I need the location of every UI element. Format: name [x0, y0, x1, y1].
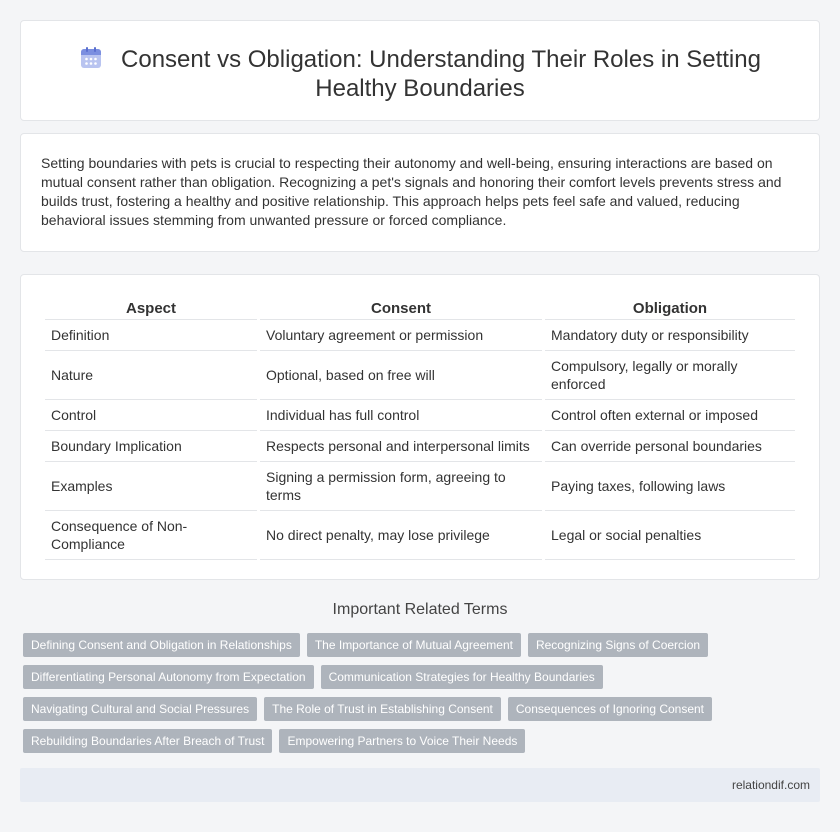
- tag-row: [23, 729, 823, 753]
- related-term-tag[interactable]: Consequences of Ignoring Consent: [508, 697, 712, 721]
- related-term-tag[interactable]: Recognizing Signs of Coercion: [528, 633, 708, 657]
- related-term-tag[interactable]: Differentiating Personal Autonomy from Expectation: [23, 665, 314, 689]
- comparison-table-card: [20, 274, 820, 580]
- table-cell-obligation: Can override personal boundaries: [545, 431, 795, 462]
- table-row: [45, 320, 795, 351]
- table-cell-obligation: Compulsory, legally or morally enforced: [545, 351, 795, 400]
- table-header-row: [45, 296, 795, 320]
- table-row: [45, 400, 795, 431]
- tag-row: [23, 665, 823, 689]
- table-row: [45, 431, 795, 462]
- page-title-wrap: [51, 45, 789, 103]
- table-cell-consent: Signing a permission form, agreeing to terms: [260, 462, 542, 511]
- table-cell-consent: Voluntary agreement or permission: [260, 320, 542, 351]
- related-terms-title: Important Related Terms: [332, 601, 508, 618]
- table-cell-obligation: Mandatory duty or responsibility: [545, 320, 795, 351]
- header-card: [20, 20, 820, 121]
- intro-paragraph: Setting boundaries with pets is crucial to respecting their autonomy and well-being, ensuring interactions are based on mutual consent rather than obligation. Recognizing a pet's signals and honoring their comfort levels prevents stress and builds trust, fostering a healthy and positive relationship. This approach helps pets feel safe and valued, reducing behavioral issues stemming from unwanted pressure or forced compliance.: [41, 155, 782, 228]
- table-cell-aspect: Consequence of Non-Compliance: [45, 511, 257, 560]
- footer: [20, 768, 820, 802]
- related-term-tag[interactable]: Communication Strategies for Healthy Boundaries: [321, 665, 603, 689]
- table-cell-consent: No direct penalty, may lose privilege: [260, 511, 542, 560]
- table-cell-obligation: Control often external or imposed: [545, 400, 795, 431]
- comparison-table: [42, 296, 798, 560]
- table-cell-aspect: Nature: [45, 351, 257, 400]
- table-cell-consent: Optional, based on free will: [260, 351, 542, 400]
- table-row: [45, 511, 795, 560]
- intro-card: [20, 133, 820, 252]
- table-cell-aspect: Boundary Implication: [45, 431, 257, 462]
- table-row: [45, 462, 795, 511]
- calendar-icon: [79, 46, 103, 70]
- related-term-tag[interactable]: Navigating Cultural and Social Pressures: [23, 697, 257, 721]
- related-term-tag[interactable]: Defining Consent and Obligation in Relationships: [23, 633, 300, 657]
- table-cell-obligation: Legal or social penalties: [545, 511, 795, 560]
- column-header-obligation: Obligation: [545, 296, 795, 320]
- table-cell-aspect: Examples: [45, 462, 257, 511]
- related-terms-tags: [23, 633, 823, 761]
- table-row: [45, 351, 795, 400]
- table-cell-aspect: Definition: [45, 320, 257, 351]
- table-cell-obligation: Paying taxes, following laws: [545, 462, 795, 511]
- tag-row: [23, 633, 823, 657]
- page-title: Consent vs Obligation: Understanding Their Roles in Setting Healthy Boundaries: [121, 46, 761, 102]
- column-header-consent: Consent: [260, 296, 542, 320]
- table-cell-consent: Respects personal and interpersonal limits: [260, 431, 542, 462]
- table-cell-consent: Individual has full control: [260, 400, 542, 431]
- related-term-tag[interactable]: Empowering Partners to Voice Their Needs: [279, 729, 525, 753]
- column-header-aspect: Aspect: [45, 296, 257, 320]
- related-term-tag[interactable]: The Role of Trust in Establishing Consent: [264, 697, 501, 721]
- table-cell-aspect: Control: [45, 400, 257, 431]
- related-term-tag[interactable]: The Importance of Mutual Agreement: [307, 633, 521, 657]
- tag-row: [23, 697, 823, 721]
- related-term-tag[interactable]: Rebuilding Boundaries After Breach of Trust: [23, 729, 272, 753]
- footer-site-link[interactable]: relationdif.com: [731, 778, 810, 792]
